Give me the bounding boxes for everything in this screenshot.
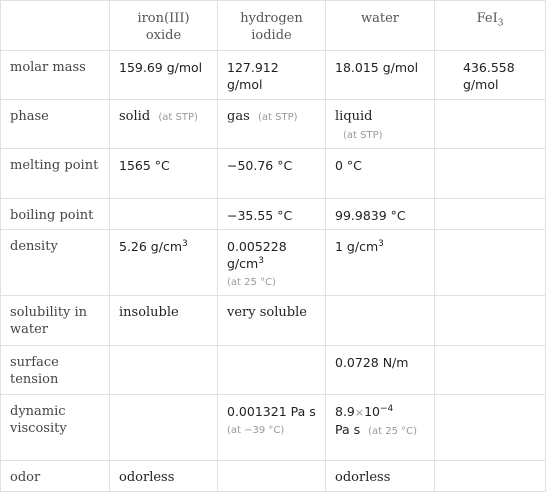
table-row-solubility [1,296,546,346]
row-label: density [1,230,110,296]
empty-cell [218,346,326,395]
unit-exponent: 3 [258,255,264,266]
cell-value: very soluble [218,296,326,346]
cell-value: odorless [110,461,218,492]
cell-value [326,395,435,461]
cell-value [218,395,326,461]
row-label: molar mass [1,51,110,100]
empty-cell [110,395,218,461]
phase-text: liquid [335,109,373,124]
cell-value: 0.0728 N/m [326,346,435,395]
row-label: melting point [1,149,110,199]
viscosity-value: 0.001321 Pa s [227,404,316,419]
density-value: 0.005228 g/cm [227,239,287,271]
row-label: dynamic viscosity [1,395,110,461]
empty-cell [435,461,546,492]
empty-cell [435,296,546,346]
cell-value: −35.55 °C [218,199,326,230]
header-row [1,1,546,51]
density-value: 1 g/cm [335,239,379,254]
column-header-water: water [326,1,435,51]
row-label: odor [1,461,110,492]
empty-cell [435,395,546,461]
cell-value [110,100,218,149]
empty-cell [326,296,435,346]
table-row-boiling-point [1,199,546,230]
viscosity-unit: Pa s [335,422,361,437]
empty-cell [435,100,546,149]
unit-exponent: 3 [182,238,188,249]
corner-cell [1,1,110,51]
table-row-density [1,230,546,296]
condition-note: (at 25 °C) [227,277,276,288]
row-label: phase [1,100,110,149]
empty-cell [435,199,546,230]
empty-cell [435,149,546,199]
phase-text: gas [227,109,250,124]
cell-value: 18.015 g/mol [326,51,435,100]
row-label: solubility in water [1,296,110,346]
cell-value: 127.912 g/mol [218,51,326,100]
density-value: 5.26 g/cm [119,239,183,254]
cell-value: 99.9839 °C [326,199,435,230]
formula-base: FeI [476,11,498,26]
unit-exponent: 3 [378,238,384,249]
table-row-dynamic-viscosity [1,395,546,461]
empty-cell [110,199,218,230]
empty-cell [435,230,546,296]
cell-value: 159.69 g/mol [110,51,218,100]
viscosity-base: 10 [364,404,381,419]
cell-value [326,100,435,149]
cell-value [326,230,435,296]
cell-value [110,230,218,296]
empty-cell [218,461,326,492]
table-row-melting-point [1,149,546,199]
condition-note: (at STP) [258,112,298,123]
table-row-surface-tension [1,346,546,395]
cell-value [218,100,326,149]
formula-subscript: 3 [497,18,504,29]
viscosity-exponent: −4 [380,403,394,414]
condition-note: (at −39 °C) [227,425,285,436]
cell-value [218,230,326,296]
cell-value: 0 °C [326,149,435,199]
table-row-molar-mass [1,51,546,100]
cell-value: 436.558 g/mol [435,51,546,100]
row-label: surface tension [1,346,110,395]
cell-value: −50.76 °C [218,149,326,199]
column-header-iron-iii-oxide: iron(III) oxide [110,1,218,51]
cell-value: 1565 °C [110,149,218,199]
empty-cell [435,346,546,395]
table-row-odor [1,461,546,492]
cell-value: odorless [326,461,435,492]
column-header-hydrogen-iodide: hydrogen iodide [218,1,326,51]
phase-text: solid [119,109,151,124]
column-header-iron-iodide [435,1,546,51]
condition-note: (at STP) [158,112,198,123]
viscosity-mantissa: 8.9 [335,404,355,419]
row-label: boiling point [1,199,110,230]
cell-value: insoluble [110,296,218,346]
condition-note: (at STP) [343,130,383,141]
times-symbol: × [354,406,365,419]
table-row-phase [1,100,546,149]
empty-cell [110,346,218,395]
condition-note: (at 25 °C) [368,426,417,437]
